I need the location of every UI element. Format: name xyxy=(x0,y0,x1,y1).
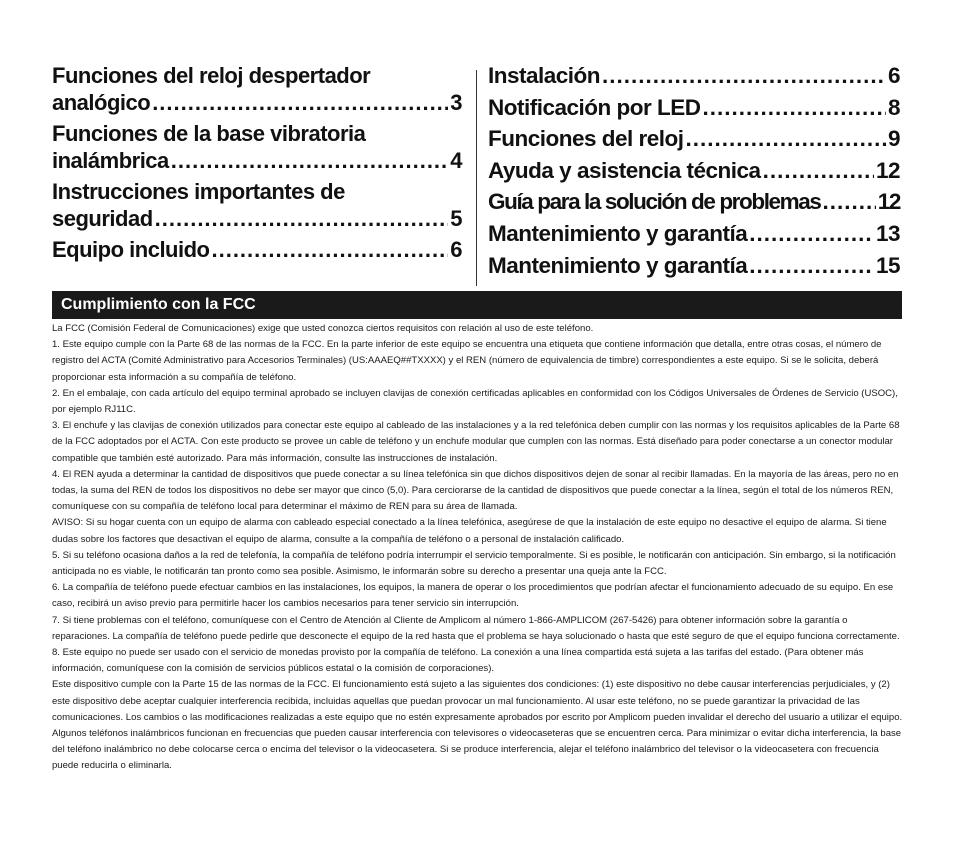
toc-page-number: 5 xyxy=(450,206,462,231)
fcc-paragraph: Este dispositivo cumple con la Parte 15 de las normas de la FCC. El funcionamiento está sujeto a las siguientes dos condiciones: (1) este dispositivo no debe causar interferencias perjudiciales, y (2) este dispositivo debe aceptar cualquier interferencia recibida, incluidas aquellas que puedan provocar un mal funcionamiento. Al usar este teléfono, no se puede garantizar la privacidad de las comunicaciones. Los cambios o las modificaciones realizadas a este equipo que no estén expresamente aprobados por escrito por Amplicom pueden invalidar el derecho del usuario a utilizar el equipo. xyxy=(52,679,903,723)
toc-entry-title-line1: Instrucciones importantes de xyxy=(52,179,345,204)
toc-page-number: 13 xyxy=(875,220,900,246)
toc-right-column xyxy=(488,62,900,283)
toc-entry-title-line1: Funciones del reloj despertador xyxy=(52,63,371,88)
toc-entry-title-line1: Funciones de la base vibratoria xyxy=(52,121,366,146)
toc-entry[interactable] xyxy=(488,157,900,185)
leader-dots xyxy=(686,125,886,153)
leader-dots xyxy=(749,252,874,280)
leader-dots xyxy=(152,89,448,116)
toc-entry[interactable] xyxy=(52,62,462,116)
toc-entry-title: Mantenimiento y garantía xyxy=(488,252,748,278)
toc-entry-title-line2: seguridad xyxy=(52,206,153,231)
fcc-paragraph: 2. En el embalaje, con cada artículo del equipo terminal aprobado se incluyen clavijas de conexión certificadas aplicables en conformidad con los Códigos Universales de Órdenes de Servicio (USOC), por ejemplo RJ11C. xyxy=(52,387,898,416)
toc-entry-title: Equipo incluido xyxy=(52,237,210,262)
fcc-paragraph: La FCC (Comisión Federal de Comunicaciones) exige que usted conozca ciertos requisitos con relación al uso de este teléfono. xyxy=(52,323,594,334)
toc-entry[interactable] xyxy=(52,120,462,174)
toc-page-number: 12 xyxy=(875,157,900,183)
toc-entry[interactable] xyxy=(488,252,900,280)
leader-dots xyxy=(823,188,876,216)
fcc-paragraph: 7. Si tiene problemas con el teléfono, comuníquese con el Centro de Atención al Cliente de Amplicom al número 1-866-AMPLICOM (267-5426) para obtener información sobre la garantía o reparaciones. La compañía de teléfono puede pedirle que desconecte el equipo de la red hasta que el problema se haya solucionado o hasta que esté seguro de que el equipo funciona correctamente. xyxy=(52,614,900,642)
toc-entry[interactable] xyxy=(488,220,900,248)
toc-page-number: 12 xyxy=(877,189,900,215)
fcc-paragraph: Algunos teléfonos inalámbricos funcionan en frecuencias que pueden causar interferencia con televisores o videocaseteras que se encuentren cerca. Para minimizar o evitar dicha interferencia, la base del teléfono inalámbrico no debe colocarse cerca o encima del televisor o la videocasetera. Si se produce interferencia, alejar el teléfono inalámbrico del televisor o la videocasetera con frecuencia puede reducirla o eliminarla. xyxy=(52,728,902,772)
fcc-paragraph: 5. Si su teléfono ocasiona daños a la red de telefonía, la compañía de teléfono podría interrumpir el servicio temporalmente. Si es posible, le notificarán con anticipación. Sin embargo, si la notificación anticipada no es viable, le notificarán tan pronto como sea posible. Asimismo, le informarán sobre su derecho a presentar una queja ante la FCC. xyxy=(52,549,896,578)
toc-entry-title: Notificación por LED xyxy=(488,94,701,120)
leader-dots xyxy=(763,157,874,185)
toc-left-column xyxy=(52,62,462,267)
fcc-paragraph: 4. El REN ayuda a determinar la cantidad de dispositivos que puede conectar a su línea telefónica sin que dichos dispositivos dejen de sonar al recibir llamadas. En la mayoría de las áreas, pero no en todas, la suma del REN de todos los dispositivos no debe ser mayor que cinco (5,0). Para cerciorarse de la cantidad de dispositivos que puede conectar a la línea, según el total de los números REN, comuníquese con su compañía de teléfono local para determinar el máximo de REN para su área de llamada. xyxy=(52,468,899,513)
fcc-section-heading: Cumplimiento con la FCC xyxy=(52,291,902,319)
toc-entry-title-line2: analógico xyxy=(52,90,151,115)
toc-entry[interactable] xyxy=(52,236,462,263)
toc-entry-title: Funciones del reloj xyxy=(488,126,684,152)
leader-dots xyxy=(749,220,874,248)
toc-page-number: 3 xyxy=(450,90,462,115)
fcc-paragraph: 3. El enchufe y las clavijas de conexión utilizados para conectar este equipo al cableado de las instalaciones y a la red telefónica deben cumplir con las normas y los requisitos aplicables de la Parte 68 de la FCC adoptados por el ACTA. Con este producto se provee un cable de teléfono y un enchufe modular que cumplen con las normas. Está diseñado para poder conectarse a un conector modular compatible que también esté autorizado. Para más información, consulte las instrucciones de instalación. xyxy=(52,420,900,464)
toc-entry-title: Ayuda y asistencia técnica xyxy=(488,157,761,183)
toc-entry[interactable] xyxy=(488,125,900,153)
toc-entry[interactable] xyxy=(488,188,900,216)
toc-page-number: 8 xyxy=(887,94,900,120)
toc-entry-title: Instalación xyxy=(488,63,601,88)
toc-entry[interactable] xyxy=(52,178,462,232)
leader-dots xyxy=(211,236,448,263)
toc-page-number: 6 xyxy=(450,237,462,262)
column-divider xyxy=(476,70,477,286)
fcc-paragraph: 6. La compañía de teléfono puede efectuar cambios en las instalaciones, los equipos, la manera de operar o los procedimientos que podrían afectar el funcionamiento adecuado de su equipo. En ese caso, recibirá un aviso previo para permitirle hacer los cambios necesarios para tener servicio sin interrupción. xyxy=(52,582,894,610)
toc-page-number: 9 xyxy=(887,126,900,152)
leader-dots xyxy=(155,205,449,232)
fcc-paragraph: 1. Este equipo cumple con la Parte 68 de las normas de la FCC. En la parte inferior de este equipo se encuentra una etiqueta que contiene información que detalla, entre otras cosas, el número de registro del ACTA (Comité Administrativo para Accesorios Terminales) (US:AAAEQ##TXXXX) y el REN (número de equivalencia de timbre) correspondientes a este equipo. Si se le solicita, deberá proporcionar esta información a su compañía de teléfono. xyxy=(52,339,882,383)
leader-dots xyxy=(703,94,886,122)
toc-page-number: 4 xyxy=(450,148,462,173)
toc-page-number: 6 xyxy=(887,63,900,88)
toc-entry-title: Guía para la solución de problemas xyxy=(488,189,821,215)
toc-page-number: 15 xyxy=(875,252,900,278)
toc-entry-title: Mantenimiento y garantía xyxy=(488,220,748,246)
fcc-section-body xyxy=(52,321,904,775)
toc-entry-title-line2: inalámbrica xyxy=(52,148,169,173)
fcc-paragraph: AVISO: Si su hogar cuenta con un equipo de alarma con cableado especial conectado a la línea telefónica, asegúrese de que la instalación de este equipo no desactive el equipo de alarma. Si tiene dudas sobre los factores que desactivan el equipo de alarma, consulte a la compañía de teléfono o a personal de instalación calificado. xyxy=(52,517,887,545)
leader-dots xyxy=(602,62,886,90)
toc-entry[interactable] xyxy=(488,62,900,90)
toc-entry[interactable] xyxy=(488,94,900,122)
leader-dots xyxy=(171,147,448,174)
fcc-paragraph: 8. Este equipo no puede ser usado con el servicio de monedas provisto por la compañía de teléfono. La conexión a una línea compartida está sujeta a las tarifas del estado. (Para obtener más información, comuníquese con la comisión de servicios públicos estatal o la comisión de corporaciones). xyxy=(52,647,864,675)
